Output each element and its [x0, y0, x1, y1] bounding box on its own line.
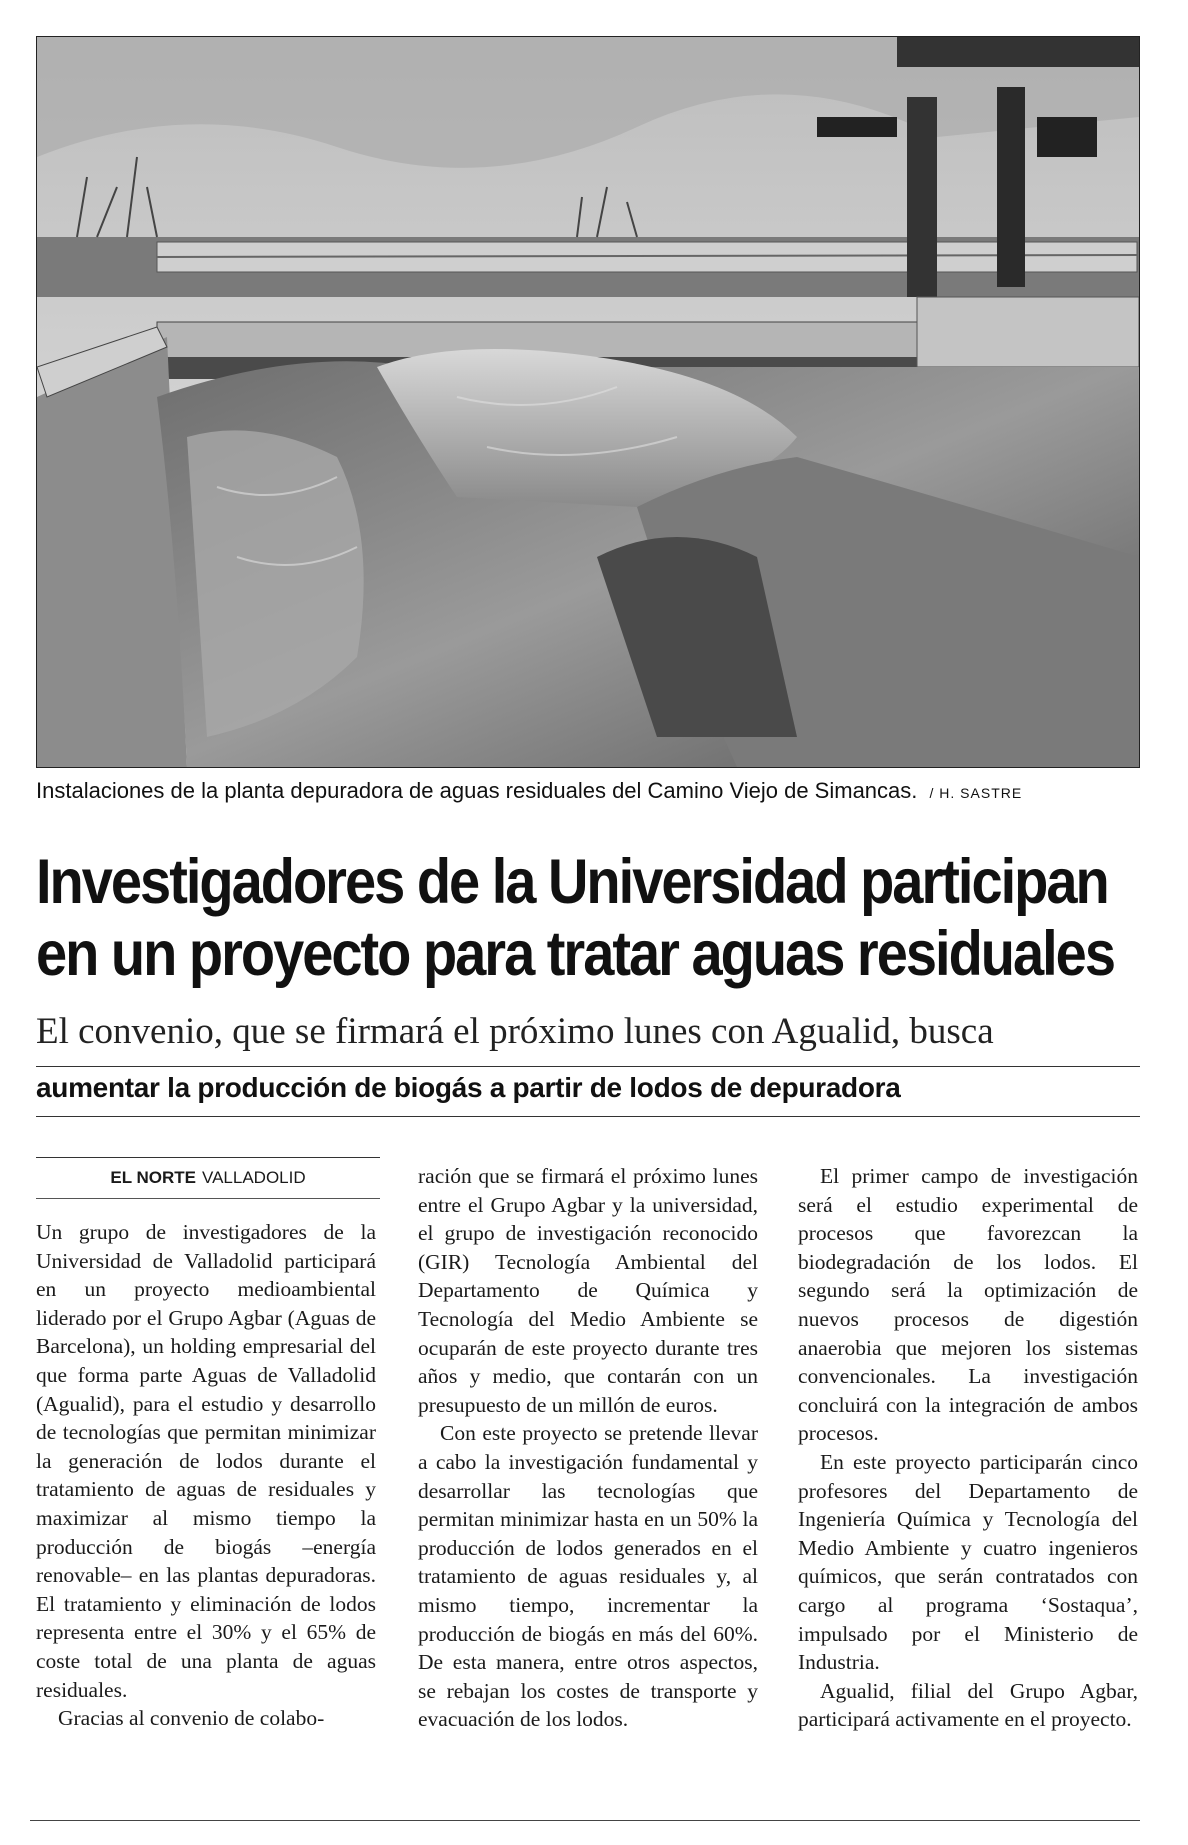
paragraph: En este proyecto participarán cinco profesores del Departamento de Ingeniería Química y Tecnología del Medio Ambiente y cuatro ingenieros químicos, que serán contratados con cargo al programa ‘Sostaqua’, impulsado por el Ministerio de Industria.: [798, 1449, 1138, 1675]
paragraph: Agualid, filial del Grupo Agbar, participará activamente en el proyecto.: [798, 1678, 1138, 1732]
photo-credit: / H. SASTRE: [929, 785, 1023, 801]
article-column-3: [798, 1162, 1138, 1734]
paragraph: Gracias al convenio de colabo-: [58, 1706, 325, 1731]
paragraph: Con este proyecto se pretende llevar a cabo la investigación fundamental y desarrollar las tecnologías que permitan minimizar hasta en un 50% la producción de lodos generados en el tratamiento de aguas residuales y, al mismo tiempo, incrementar la producción de biogás en más del 60%. De esta manera, entre otros aspectos, se rebajan los costes de transporte y evacuación de los lodos.: [418, 1421, 758, 1732]
headline-line-2: en un proyecto para tratar aguas residuales: [36, 917, 1114, 989]
paragraph: Un grupo de investigadores de la Universidad de Valladolid participará en un proyecto medioambiental liderado por el Grupo Agbar (Aguas de Barcelona), un holding empresarial del que forma parte Aguas de Valladolid (Agualid), para el estudio y desarrollo de tecnologías que permitan minimizar la generación de lodos durante el tratamiento de aguas de residuales y maximizar al mismo tiempo la producción de biogás –energía renovable– en las plantas depuradoras. El tratamiento y eliminación de lodos representa entre el 30% y el 65% de coste total de una planta de aguas residuales.: [36, 1220, 376, 1702]
water-treatment-plant-photo: [37, 37, 1139, 767]
byline: [36, 1157, 380, 1199]
page-bottom-divider: [30, 1820, 1140, 1821]
photo-caption: [36, 778, 1138, 804]
headline-line-1: Investigadores de la Universidad participan: [36, 846, 1108, 917]
headline: [36, 846, 1146, 989]
paragraph: ración que se firmará el próximo lunes entre el Grupo Agbar y la universidad, el grupo de investigación reconocido (GIR) Tecnología Ambiental del Departamento de Química y Tecnología del Medio Ambiente se ocuparán de este proyecto durante tres años y medio, que contarán con un presupuesto de un millón de euros.: [418, 1164, 758, 1417]
article-column-1: [36, 1218, 376, 1733]
subheadline-bold: aumentar la producción de biogás a partir de lodos de depuradora: [36, 1072, 901, 1103]
byline-location: VALLADOLID: [202, 1168, 306, 1187]
article-column-2: [418, 1162, 758, 1734]
kicker-divider: [36, 1116, 1140, 1117]
news-photo: [36, 36, 1140, 768]
subhead-divider: [36, 1066, 1140, 1067]
caption-text: Instalaciones de la planta depuradora de aguas residuales del Camino Viejo de Simancas.: [36, 778, 918, 803]
byline-source: EL NORTE: [110, 1168, 196, 1187]
subheadline: El convenio, que se firmará el próximo lunes con Agualid, busca: [36, 1011, 994, 1052]
paragraph: El primer campo de investigación será el estudio experimental de procesos que favorezcan la biodegradación de los lodos. El segundo será la optimización de nuevos procesos de digestión anaerobia que mejoren los sistemas convencionales. La investigación concluirá con la integración de ambos procesos.: [798, 1164, 1138, 1446]
